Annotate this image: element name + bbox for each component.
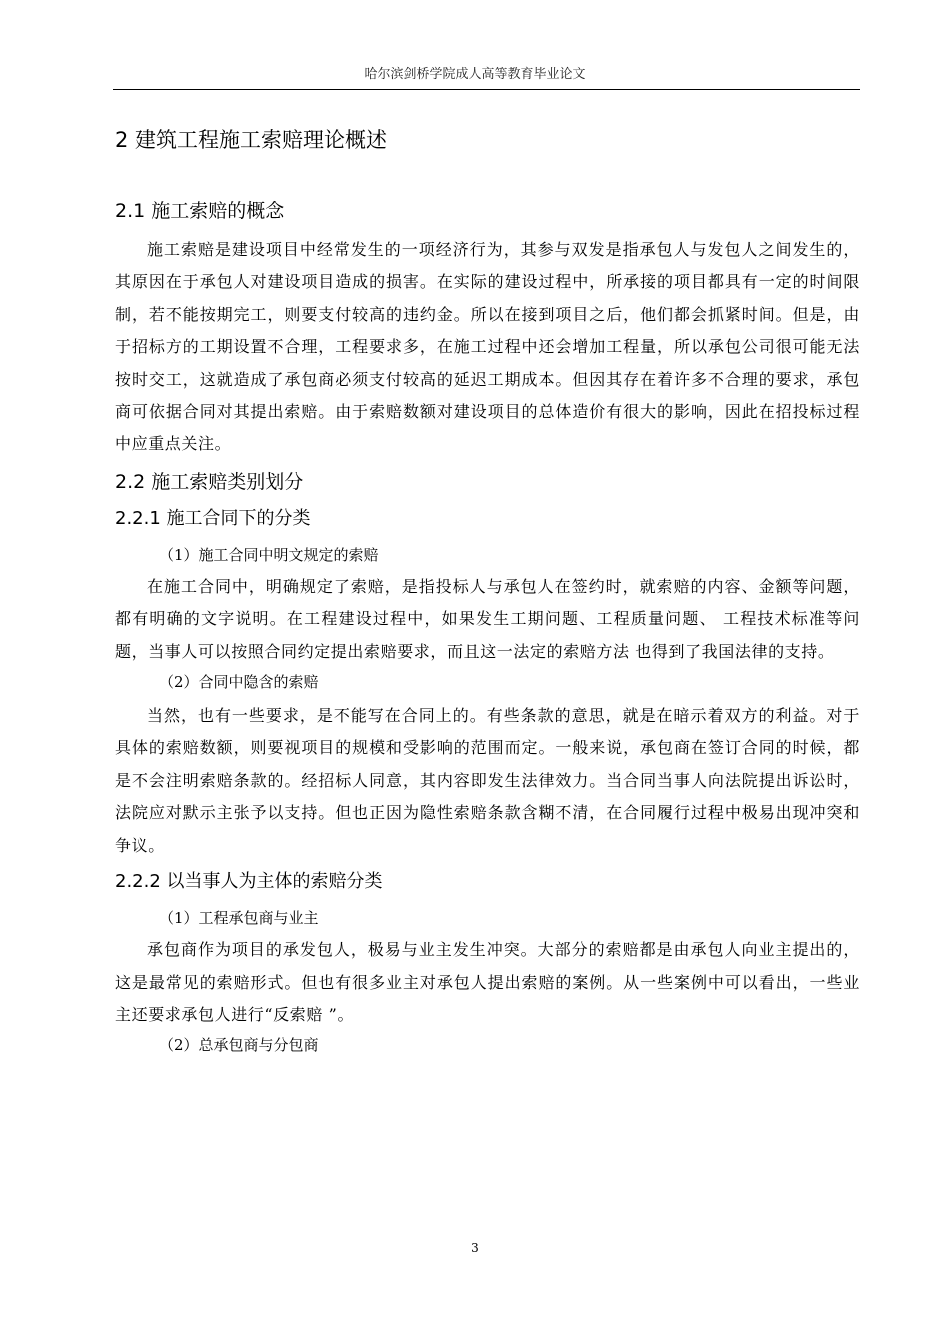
section-2-2-1-item-1: （1）施工合同中明文规定的索赔	[159, 545, 379, 564]
running-header: 哈尔滨剑桥学院成人高等教育毕业论文	[364, 67, 586, 82]
section-2-2-1-title: 2.2.1 施工合同下的分类	[115, 507, 311, 529]
section-2-1-paragraph: 施工索赔是建设项目中经常发生的一项经济行为，其参与双发是指承包人与发包人之间发生的，其原因在于承包人对建设项目造成的损害。在实际的建设过程中，所承接的项目都具有一定的时间限制，若不能按期完工，则要支付较高的违约金。所以在接到项目之后，他们都会抓紧时间。但是，由于招标方的工期设置不合理，工程要求多，在施工过程中还会增加工程量，所以承包公司很可能无法按时交工，这就造成了承包商必须支付较高的延迟工期成本。但因其存在着许多不合理的要求，承包商可依据合同对其提出索赔。由于索赔数额对建设项目的总体造价有很大的影响，因此在招投标过程中应重点关注。	[115, 240, 860, 454]
section-2-2-2-paragraph-1: 承包商作为项目的承发包人，极易与业主发生冲突。大部分的索赔都是由承包人向业主提出的，这是最常见的索赔形式。但也有很多业主对承包人提出索赔的案例。从一些案例中可以看出，一些业主还要求承包人进行“反索赔 ”。	[115, 940, 860, 1024]
section-2-2-1-paragraph-1: 在施工合同中，明确规定了索赔，是指投标人与承包人在签约时，就索赔的内容、金额等问题，都有明确的文字说明。在工程建设过程中，如果发生工期问题、工程质量问题、 工程技术标准等问题，当事人可以按照合同约定提出索赔要求，而且这一法定的索赔方法 也得到了我国法律的支持。	[115, 576, 860, 661]
section-2-2-title: 2.2 施工索赔类别划分	[115, 470, 304, 493]
section-2-1-title: 2.1 施工索赔的概念	[115, 200, 285, 222]
chapter-title: 2 建筑工程施工索赔理论概述	[115, 128, 388, 152]
section-2-2-1-paragraph-2: 当然，也有一些要求，是不能写在合同上的。有些条款的意思，就是在暗示着双方的利益。对于具体的索赔数额，则要视项目的规模和受影响的范围而定。一般来说，承包商在签订合同的时候，都是不会注明索赔条款的。经招标人同意，其内容即发生法律效力。当合同当事人向法院提出诉讼时，法院应对默示主张予以支持。但也正因为隐性索赔条款含糊不清，在合同履行过程中极易出现冲突和争议。	[115, 706, 860, 855]
section-2-2-2-title: 2.2.2 以当事人为主体的索赔分类	[115, 871, 383, 893]
page-number: 3	[471, 1241, 479, 1255]
section-2-2-2-item-2: （2）总承包商与分包商	[159, 1036, 319, 1055]
header-rule	[113, 89, 860, 90]
section-2-2-2-item-1: （1）工程承包商与业主	[159, 909, 319, 928]
section-2-2-1-item-2: （2）合同中隐含的索赔	[159, 673, 319, 692]
page-body	[115, 122, 860, 1059]
